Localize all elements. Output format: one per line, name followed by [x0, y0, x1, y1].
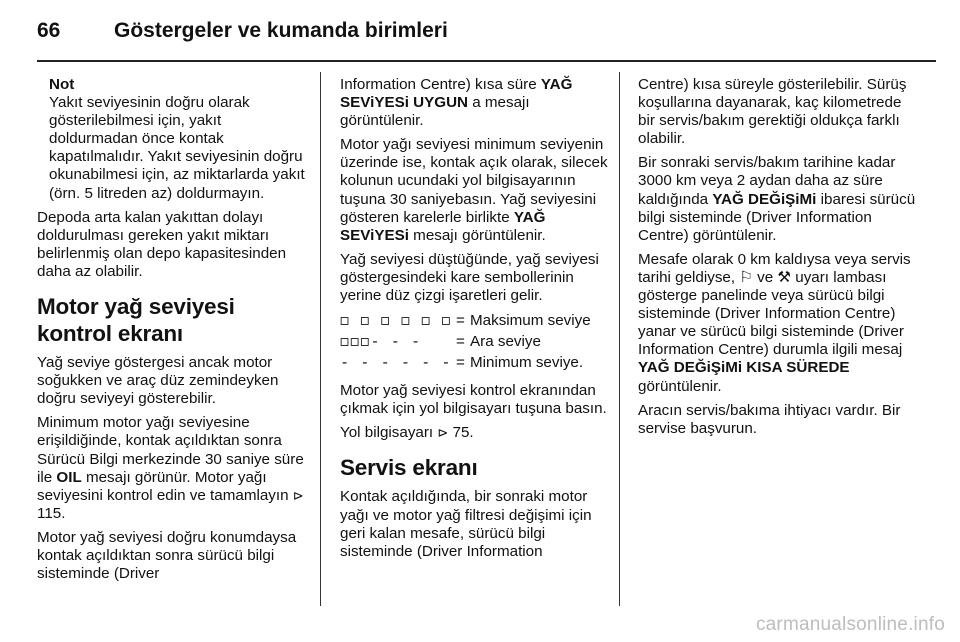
paragraph [37, 414, 309, 523]
page-ref[interactable]: 115. [37, 504, 66, 522]
oil-ok-message: YAĞ SEViYESi UYGUN [340, 76, 573, 112]
column-3 [638, 76, 918, 444]
text: ve [752, 268, 778, 286]
text: Bir sonraki servis/bakım tarihine kadar 3000 km veya 2 aydan daha az süre kaldığında [638, 154, 896, 208]
oil-can-icon: ⚐ [739, 268, 753, 286]
text: Yol bilgisayarı [340, 424, 438, 442]
paragraph: Aracın servis/bakıma ihtiyacı vardır. Bir servise başvurun. [638, 401, 901, 437]
level-label: Maksimum seviye [470, 312, 591, 330]
paragraph: Centre) kısa süreyle gösterilebilir. Sürüş koşullarına dayanarak, kaç kilometrede bir servis/bakım gerektiği oldukça farklı olabilir. [638, 76, 907, 148]
text: görüntülenir. [638, 377, 722, 395]
note-box [37, 76, 309, 203]
text: Minimum motor yağı seviyesine erişildiğinde, kontak açıldıktan sonra Sürücü Bilgi merkezinde 30 saniye süre ile [37, 414, 304, 486]
text: Mesafe olarak 0 km kaldıysa veya servis tarihi geldiyse, [638, 250, 911, 286]
text: uyarı lambası gösterge panelinde veya sürücü bilgi sisteminde (Driver Information Centre) yanar ve sürücü bilgi sisteminde (Driver Information Centre) durumla ilgili mesaj [638, 268, 904, 359]
table-row [340, 353, 602, 374]
paragraph [340, 424, 612, 442]
equals-sign: = [456, 333, 465, 351]
page-ref-arrow-icon: ⊳ [437, 425, 449, 441]
paragraph: Kontak açıldığında, bir sonraki motor yağı ve motor yağ filtresi değişimi için geri kalan mesafe, sürücü bilgi sisteminde (Driver Information [340, 488, 592, 560]
equals-sign: = [456, 312, 465, 330]
column-divider [320, 72, 321, 606]
page-header [37, 18, 937, 48]
note-text: Yakıt seviyesinin doğru olarak gösterilebilmesi için, yakıt doldurmadan önce kontak kapatılmalıdır. Yakıt seviyesinin doğru okunabilmesi için, az miktarlarda yakıt (örn. 5 litreden az) doldurmayın. [49, 94, 305, 202]
watermark: carmanualsonline.info [755, 614, 945, 635]
paragraph: Depoda arta kalan yakıttan dolayı doldurulması gereken yakıt miktarı belirlenmiş olan depo kapasitesinden daha az olabilir. [37, 208, 287, 280]
page-ref-arrow-icon: ⊳ [292, 487, 304, 503]
level-symbol: ◻◻◻- - - [340, 332, 422, 351]
text: mesajı görünür. Motor yağı seviyesini kontrol edin ve tamamlayın [37, 468, 293, 504]
column-1 [37, 76, 309, 589]
table-row [340, 311, 602, 332]
page-ref[interactable]: 75. [448, 424, 474, 442]
paragraph [340, 76, 612, 130]
header-rule [37, 60, 936, 62]
table-row [340, 332, 602, 353]
paragraph [638, 251, 918, 396]
text: Motor yağı seviyesi minimum seviyenin üzerinde ise, kontak açık olarak, silecek kolunun ucundaki yol bilgisayarının tuşuna 30 saniyebasın. Yağ seviyesini gösteren karelerle birlikte [340, 136, 608, 226]
wrench-icon: ⚒ [777, 268, 792, 286]
oil-level-legend [340, 311, 602, 374]
level-symbol: - - - - - - [340, 353, 452, 372]
paragraph: Motor yağ seviyesi doğru konumdaysa kontak açıldıktan sonra sürücü bilgi sisteminde (Driver [37, 528, 297, 583]
paragraph [638, 154, 918, 244]
oil-change-soon-message: YAĞ DEĞiŞiMi KISA SÜREDE [638, 359, 850, 377]
column-divider [619, 72, 620, 606]
paragraph: Yağ seviyesi düştüğünde, yağ seviyesi göstergesindeki kare sembollerinin yerine düz çizgi işaretleri gelir. [340, 250, 599, 305]
equals-sign: = [456, 354, 465, 372]
section-heading-service: Servis ekranı [340, 455, 478, 481]
level-label: Minimum seviye. [470, 354, 584, 372]
oil-message: OIL [56, 468, 82, 486]
section-heading-oil-level: Motor yağ seviyesi kontrol ekranı [37, 294, 235, 347]
page-number: 66 [37, 19, 61, 42]
text: mesajı görüntülenir. [408, 226, 546, 244]
paragraph: Yağ seviye göstergesi ancak motor soğukken ve araç düz zemindeyken doğru seviyeyi gösterebilir. [37, 354, 279, 408]
note-title: Not [49, 76, 75, 93]
paragraph: Motor yağ seviyesi kontrol ekranından çıkmak için yol bilgisayarı tuşuna basın. [340, 382, 607, 418]
text: ibaresi sürücü bilgi sisteminde (Driver Information Centre) görüntülenir. [638, 190, 916, 244]
page-title: Göstergeler ve kumanda birimleri [114, 19, 448, 42]
paragraph [340, 136, 612, 245]
column-2 [340, 76, 612, 567]
text: Information Centre) kısa süre [340, 76, 541, 93]
oil-change-message: YAĞ DEĞiŞiMi [712, 190, 817, 208]
level-symbol: ◻ ◻ ◻ ◻ ◻ ◻ [340, 311, 452, 330]
text: a mesajı görüntülenir. [340, 94, 530, 130]
level-label: Ara seviye [470, 333, 541, 351]
oil-level-message: YAĞ SEViYESi [340, 208, 546, 244]
